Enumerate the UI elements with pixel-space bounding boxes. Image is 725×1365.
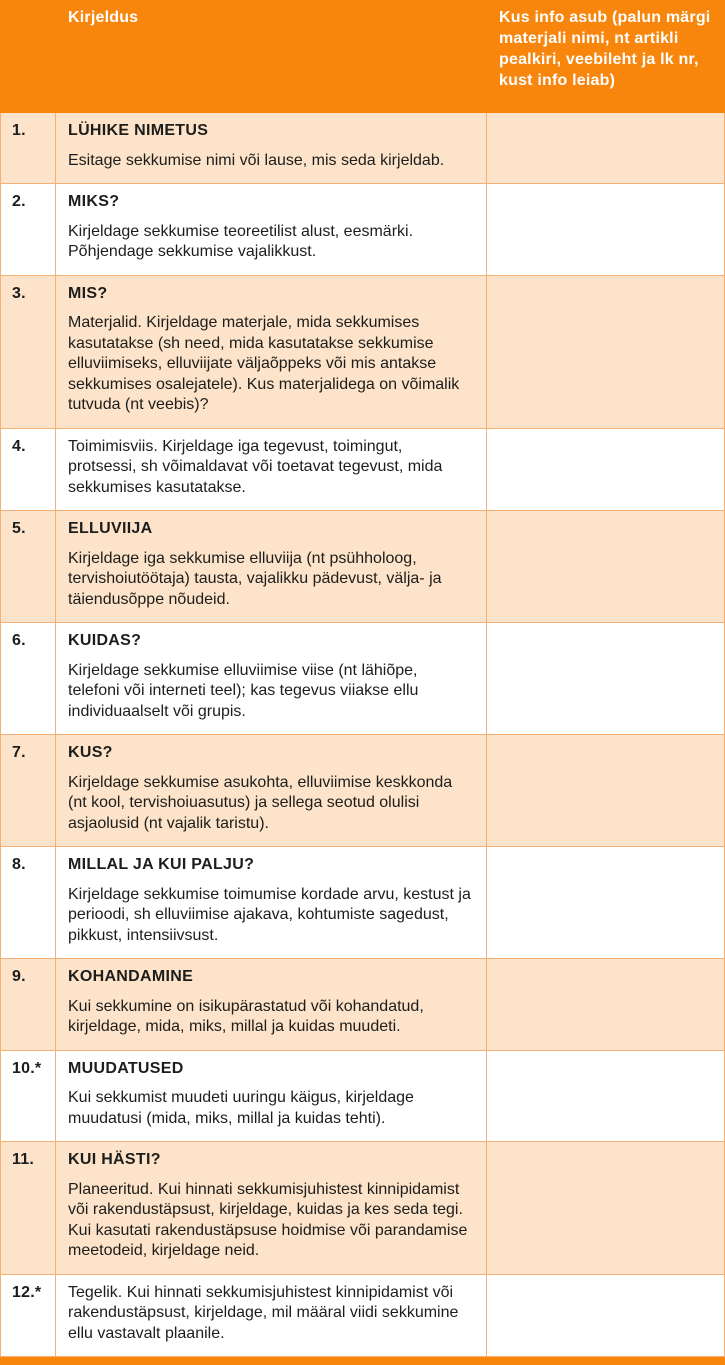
row-title: MILLAL JA KUI PALJU? — [68, 856, 255, 873]
row-number: 1. — [1, 113, 56, 183]
row-title: KUS? — [68, 744, 113, 761]
row-location-cell — [487, 959, 725, 1050]
row-body: Kirjeldage sekkumise elluviimise viise (nt lähiõpe, telefoni või interneti teel); kas tegevus viiakse ellu individuaalselt või grupis. — [68, 661, 419, 720]
row-description-cell — [56, 511, 487, 622]
row-title: KUIDAS? — [68, 632, 142, 649]
row-location-cell — [487, 735, 725, 846]
table-row — [1, 511, 725, 623]
row-number: 2. — [1, 184, 56, 275]
row-number: 12.* — [1, 1275, 56, 1357]
table-row — [1, 429, 725, 512]
row-title: KUI HÄSTI? — [68, 1151, 161, 1168]
row-title: KOHANDAMINE — [68, 968, 194, 985]
row-location-cell — [487, 113, 725, 183]
row-location-cell — [487, 623, 725, 734]
row-number: 5. — [1, 511, 56, 622]
row-number: 10.* — [1, 1051, 56, 1142]
row-location-cell — [487, 184, 725, 275]
row-body: Toimimisviis. Kirjeldage iga tegevust, toimingut, protsessi, sh võimaldavat või toetavat tegevust, mida sekkumises kasutatakse. — [68, 437, 443, 496]
row-location-cell — [487, 1051, 725, 1142]
table-row — [1, 623, 725, 735]
row-description-cell — [56, 623, 487, 734]
row-number: 11. — [1, 1142, 56, 1274]
row-description-cell — [56, 1051, 487, 1142]
row-title: MIS? — [68, 284, 108, 302]
row-body: Planeeritud. Kui hinnati sekkumisjuhistest kinnipidamist või rakendustäpsust, kirjeldage, kuidas ja kes seda tegi. Kui kasutati rakendustäpsuse hoidmise või parandamise meetodeid, kirjeldage neid. — [68, 1180, 468, 1259]
row-description-cell — [56, 735, 487, 846]
row-location-cell — [487, 276, 725, 428]
table-row — [1, 113, 725, 184]
row-number: 6. — [1, 623, 56, 734]
row-description-cell — [56, 276, 487, 428]
row-body: Kirjeldage iga sekkumise elluviija (nt psühholoog, tervishoiutöötaja) tausta, vajalikku pädevust, välja- ja täiendusõppe nõudeid. — [68, 549, 442, 608]
table-body — [0, 113, 725, 1357]
table-row — [1, 847, 725, 959]
row-description-cell — [56, 113, 487, 183]
table-row — [1, 735, 725, 847]
row-title: MIKS? — [68, 193, 120, 210]
row-body: Kirjeldage sekkumise asukohta, elluviimise keskkonda (nt kool, tervishoiuasutus) ja sellega seotud olulisi asjaolusid (nt vajalik taristu). — [68, 773, 453, 832]
row-number: 7. — [1, 735, 56, 846]
row-body: Kui sekkumine on isikupärastatud või kohandatud, kirjeldage, mida, miks, millal ja kuidas muudeti. — [68, 997, 424, 1035]
row-body: Materjalid. Kirjeldage materjale, mida sekkumises kasutatakse (sh need, mida kasutatakse sekkumise elluviimiseks, elluviijate väljaõppeks või mis antakse sekkumises osalejatele). Kus materjalidega on võimalik tutvuda (nt veebis)? — [68, 314, 460, 413]
row-location-cell — [487, 847, 725, 958]
row-body: Kirjeldage sekkumise toimumise kordade arvu, kestust ja perioodi, sh elluviimise ajakava, kohtumiste sagedust, pikkust, intensiivsust. — [68, 885, 471, 944]
row-description-cell — [56, 184, 487, 275]
table-row — [1, 1051, 725, 1143]
row-description-cell — [56, 959, 487, 1050]
header-number-cell — [0, 0, 56, 113]
table-row — [1, 1275, 725, 1358]
row-location-cell — [487, 1275, 725, 1357]
row-number: 8. — [1, 847, 56, 958]
row-description-cell — [56, 429, 487, 511]
table-row — [1, 184, 725, 276]
table-row — [1, 276, 725, 429]
row-number: 9. — [1, 959, 56, 1050]
row-body: Tegelik. Kui hinnati sekkumisjuhistest kinnipidamist või rakendustäpsust, kirjeldage, mil määral viidi sekkumine ellu vastavalt plaanile. — [68, 1283, 459, 1342]
row-title: ELLUVIIJA — [68, 520, 153, 537]
row-location-cell — [487, 429, 725, 511]
table-row — [1, 959, 725, 1051]
row-body: Kui sekkumist muudeti uuringu käigus, kirjeldage muudatusi (mida, miks, millal ja kuidas tehti). — [68, 1089, 414, 1127]
row-body: Esitage sekkumise nimi või lause, mis seda kirjeldab. — [68, 151, 445, 169]
header-location-cell: Kus info asub (palun märgi materjali nimi, nt artikli pealkiri, veebileht ja lk nr, kust info leiab) — [499, 9, 711, 89]
row-description-cell — [56, 1275, 487, 1357]
row-number: 3. — [1, 276, 56, 428]
row-number: 4. — [1, 429, 56, 511]
row-title: LÜHIKE NIMETUS — [68, 122, 209, 139]
row-body: Kirjeldage sekkumise teoreetilist alust, eesmärki. Põhjendage sekkumise vajalikkust. — [68, 222, 414, 260]
row-title: MUUDATUSED — [68, 1059, 184, 1077]
header-description-cell: Kirjeldus — [68, 9, 139, 26]
row-location-cell — [487, 1142, 725, 1274]
table-row — [1, 1142, 725, 1275]
bottom-orange-bar — [0, 1357, 725, 1365]
row-location-cell — [487, 511, 725, 622]
table-header-row — [0, 0, 725, 113]
row-description-cell — [56, 1142, 487, 1274]
row-description-cell — [56, 847, 487, 958]
